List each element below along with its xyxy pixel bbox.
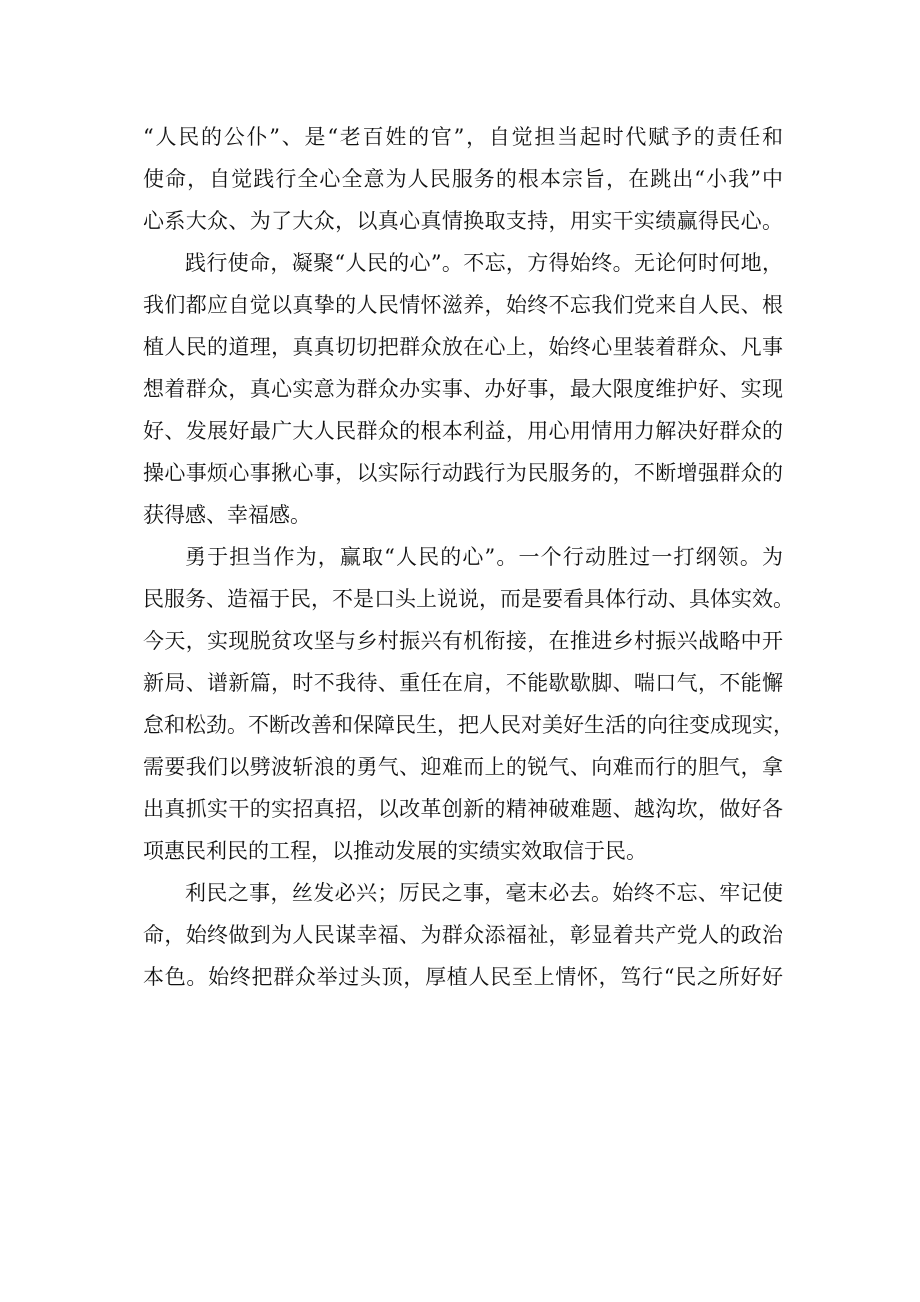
text-line: 今天，实现脱贫攻坚与乡村振兴有机衔接，在推进乡村振兴战略中开 <box>143 629 783 653</box>
text-line: 使命，自觉践行全心全意为人民服务的根本宗旨，在跳出“小我”中 <box>143 167 783 191</box>
text-line: 怠和松劲。不断改善和保障民生，把人民对美好生活的向往变成现实， <box>143 713 794 737</box>
text-line: 项惠民利民的工程，以推动发展的实绩实效取信于民。 <box>143 839 647 863</box>
paragraph-2 <box>143 242 783 536</box>
text-line: 获得感、幸福感。 <box>143 503 311 527</box>
text-line: “人民的公仆”、是“老百姓的官”，自觉担当起时代赋予的责任和 <box>143 125 783 149</box>
body-text <box>143 116 794 998</box>
text-line: 想着群众，真心实意为群众办实事、办好事，最大限度维护好、实现 <box>143 377 783 401</box>
text-line: 植人民的道理，真真切切把群众放在心上，始终心里装着群众、凡事 <box>143 335 783 359</box>
text-line: 践行使命，凝聚“人民的心”。不忘，方得始终。无论何时何地， <box>185 251 783 275</box>
text-line: 本色。始终把群众举过头顶，厚植人民至上情怀，笃行“民之所好好 <box>143 965 783 989</box>
text-line: 需要我们以劈波斩浪的勇气、迎难而上的锐气、向难而行的胆气，拿 <box>143 755 783 779</box>
text-line: 好、发展好最广大人民群众的根本利益，用心用情用力解决好群众的 <box>143 419 783 443</box>
text-line: 新局、谱新篇，时不我待、重任在肩，不能歇歇脚、喘口气，不能懈 <box>143 671 783 695</box>
text-line: 利民之事，丝发必兴；厉民之事，毫末必去。始终不忘、牢记使 <box>185 881 783 905</box>
text-line: 我们都应自觉以真挚的人民情怀滋养，始终不忘我们党来自人民、根 <box>143 293 783 317</box>
paragraph-3 <box>143 536 794 872</box>
paragraph-1 <box>143 116 783 242</box>
text-line: 命，始终做到为人民谋幸福、为群众添福祉，彰显着共产党人的政治 <box>143 923 783 947</box>
text-line: 操心事烦心事揪心事，以实际行动践行为民服务的，不断增强群众的 <box>143 461 783 485</box>
text-line: 民服务、造福于民，不是口头上说说，而是要看具体行动、具体实效。 <box>143 587 794 611</box>
text-line: 出真抓实干的实招真招，以改革创新的精神破难题、越沟坎，做好各 <box>143 797 783 821</box>
paragraph-4 <box>143 872 783 998</box>
text-line: 勇于担当作为，赢取“人民的心”。一个行动胜过一打纲领。为 <box>185 545 783 569</box>
text-line: 心系大众、为了大众，以真心真情换取支持，用实干实绩赢得民心。 <box>143 209 783 233</box>
